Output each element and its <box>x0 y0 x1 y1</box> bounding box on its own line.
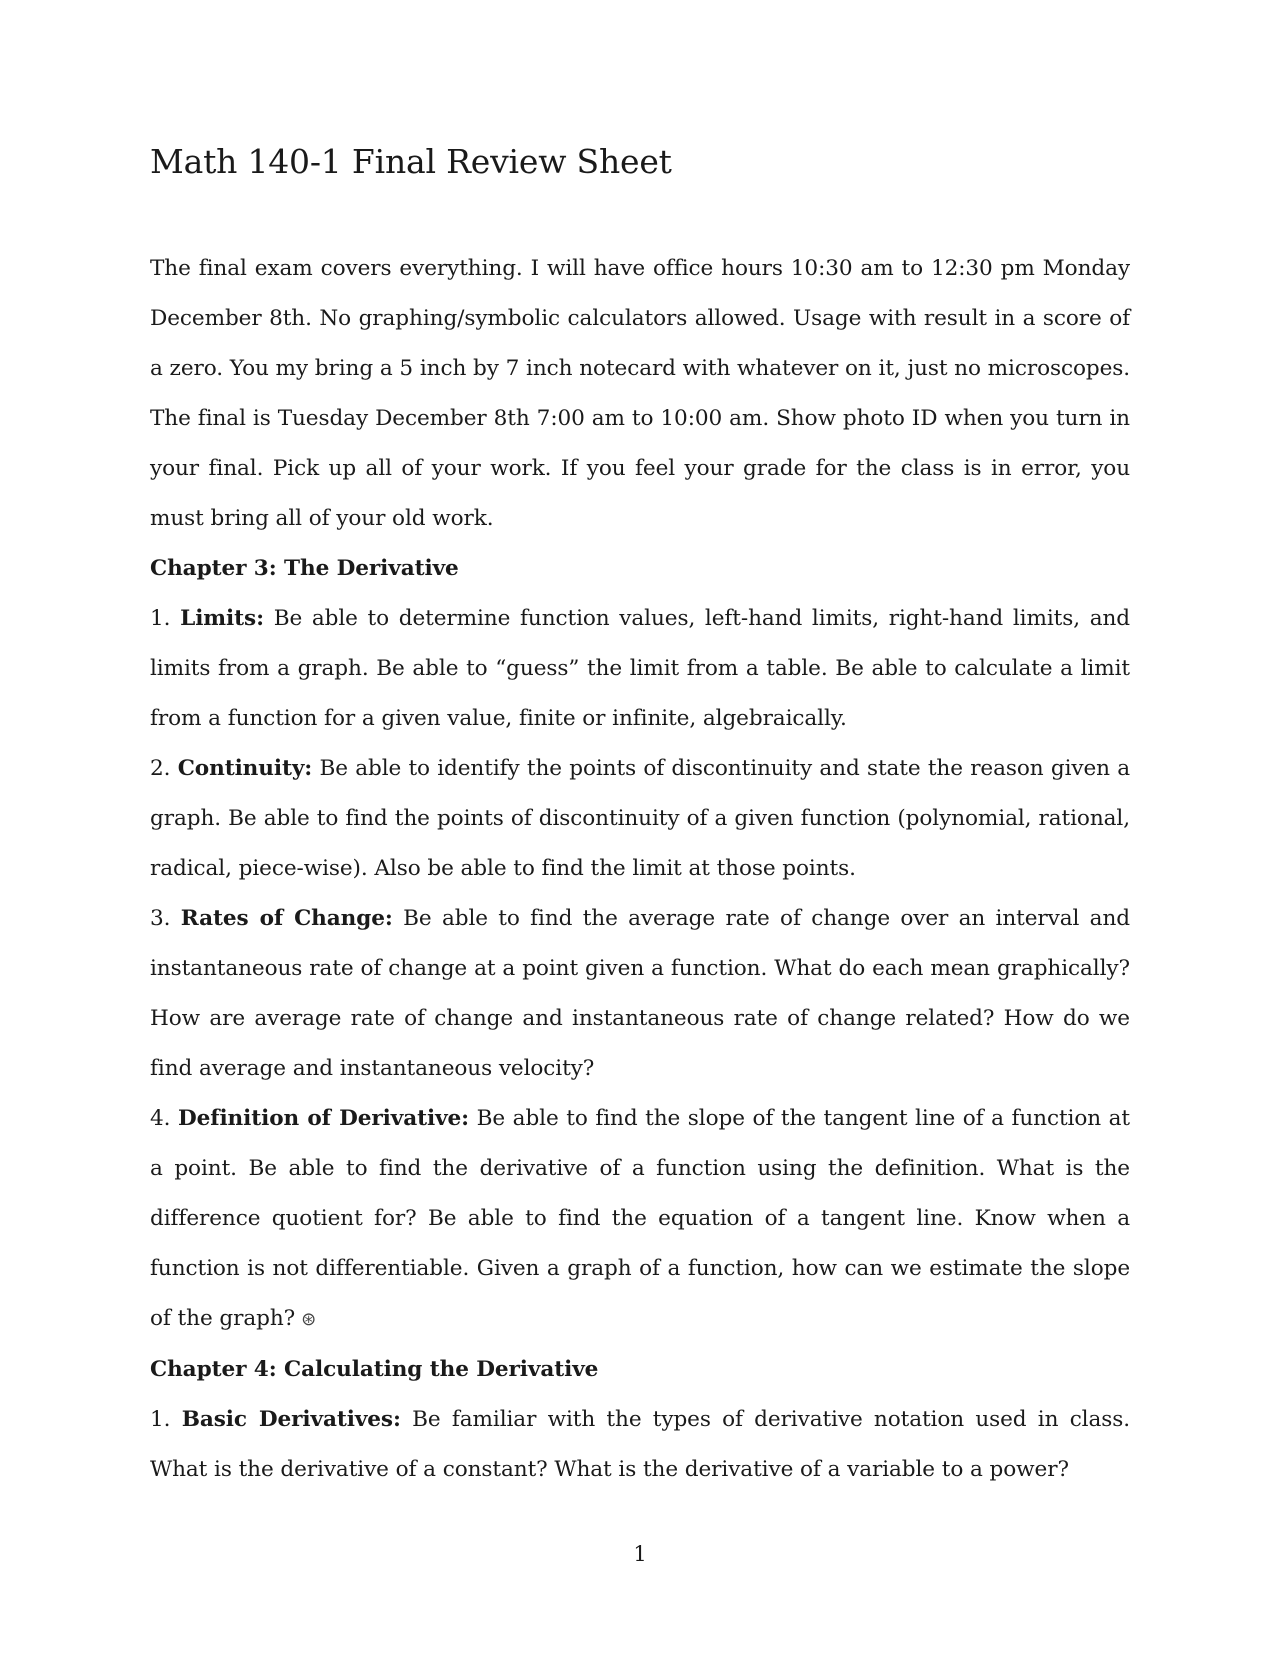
document-title: Math 140-1 Final Review Sheet <box>150 142 672 181</box>
page-number: 1 <box>633 1542 647 1566</box>
item-number: 1. <box>150 1407 171 1432</box>
item-text: Be able to find the average rate of change over an interval and instantaneous rate of change at a point given a function. What do each mean graphically? How are average rate of change and instantaneous rate of change related? How do we find average and instantaneous velocity? <box>150 906 1130 1081</box>
list-item-definition-of-derivative <box>150 1094 1130 1345</box>
chapter-3-heading: Chapter 3: The Derivative <box>150 556 459 581</box>
list-item-rates-of-change <box>150 894 1130 1094</box>
item-label: Basic Derivatives: <box>181 1407 401 1432</box>
item-text: Be able to determine function values, left-hand limits, right-hand limits, and limits from a graph. Be able to “guess” the limit from a table. Be able to calculate a limit from a function for a given value, finite or infinite, algebraically. <box>150 606 1131 731</box>
item-label: Rates of Change: <box>180 906 393 931</box>
item-label: Definition of Derivative: <box>178 1106 470 1131</box>
item-text: Be familiar with the types of derivative notation used in class. What is the derivative of a constant? What is the derivative of a variable to a power? <box>150 1407 1130 1482</box>
item-number: 1. <box>150 606 171 631</box>
item-text: Be able to find the slope of the tangent line of a function at a point. Be able to find the derivative of a function using the definition. What is the difference quotient for? Be able to find the equation of a tangent line. Know when a function is not differentiable. Given a graph of a function, how can we estimate the slope of the graph? <box>150 1106 1131 1331</box>
item-label: Continuity: <box>177 756 313 781</box>
item-label: Limits: <box>180 606 264 631</box>
list-item-basic-derivatives <box>150 1395 1130 1495</box>
item-number: 4. <box>150 1106 171 1131</box>
chapter-4-heading: Chapter 4: Calculating the Derivative <box>150 1357 599 1382</box>
circled-asterisk-icon: ⊛ <box>301 1309 317 1330</box>
intro-paragraph: The final exam covers everything. I will have office hours 10:30 am to 12:30 pm Monday December 8th. No graphing/symbolic calculators allowed. Usage with result in a score of a zero. You my bring a 5 inch by 7 inch notecard with whatever on it, just no microscopes. The final is Tuesday December 8th 7:00 am to 10:00 am. Show photo ID when you turn in your final. Pick up all of your work. If you feel your grade for the class is in error, you must bring all of your old work. <box>150 256 1130 531</box>
item-number: 2. <box>150 756 171 781</box>
item-number: 3. <box>150 906 171 931</box>
list-item-continuity <box>150 744 1130 894</box>
document-body <box>150 244 1130 1495</box>
item-text: Be able to identify the points of discontinuity and state the reason given a graph. Be able to find the points of discontinuity of a given function (polynomial, rational, radical, piece-wise). Also be able to find the limit at those points. <box>150 756 1131 881</box>
list-item-limits <box>150 594 1130 744</box>
